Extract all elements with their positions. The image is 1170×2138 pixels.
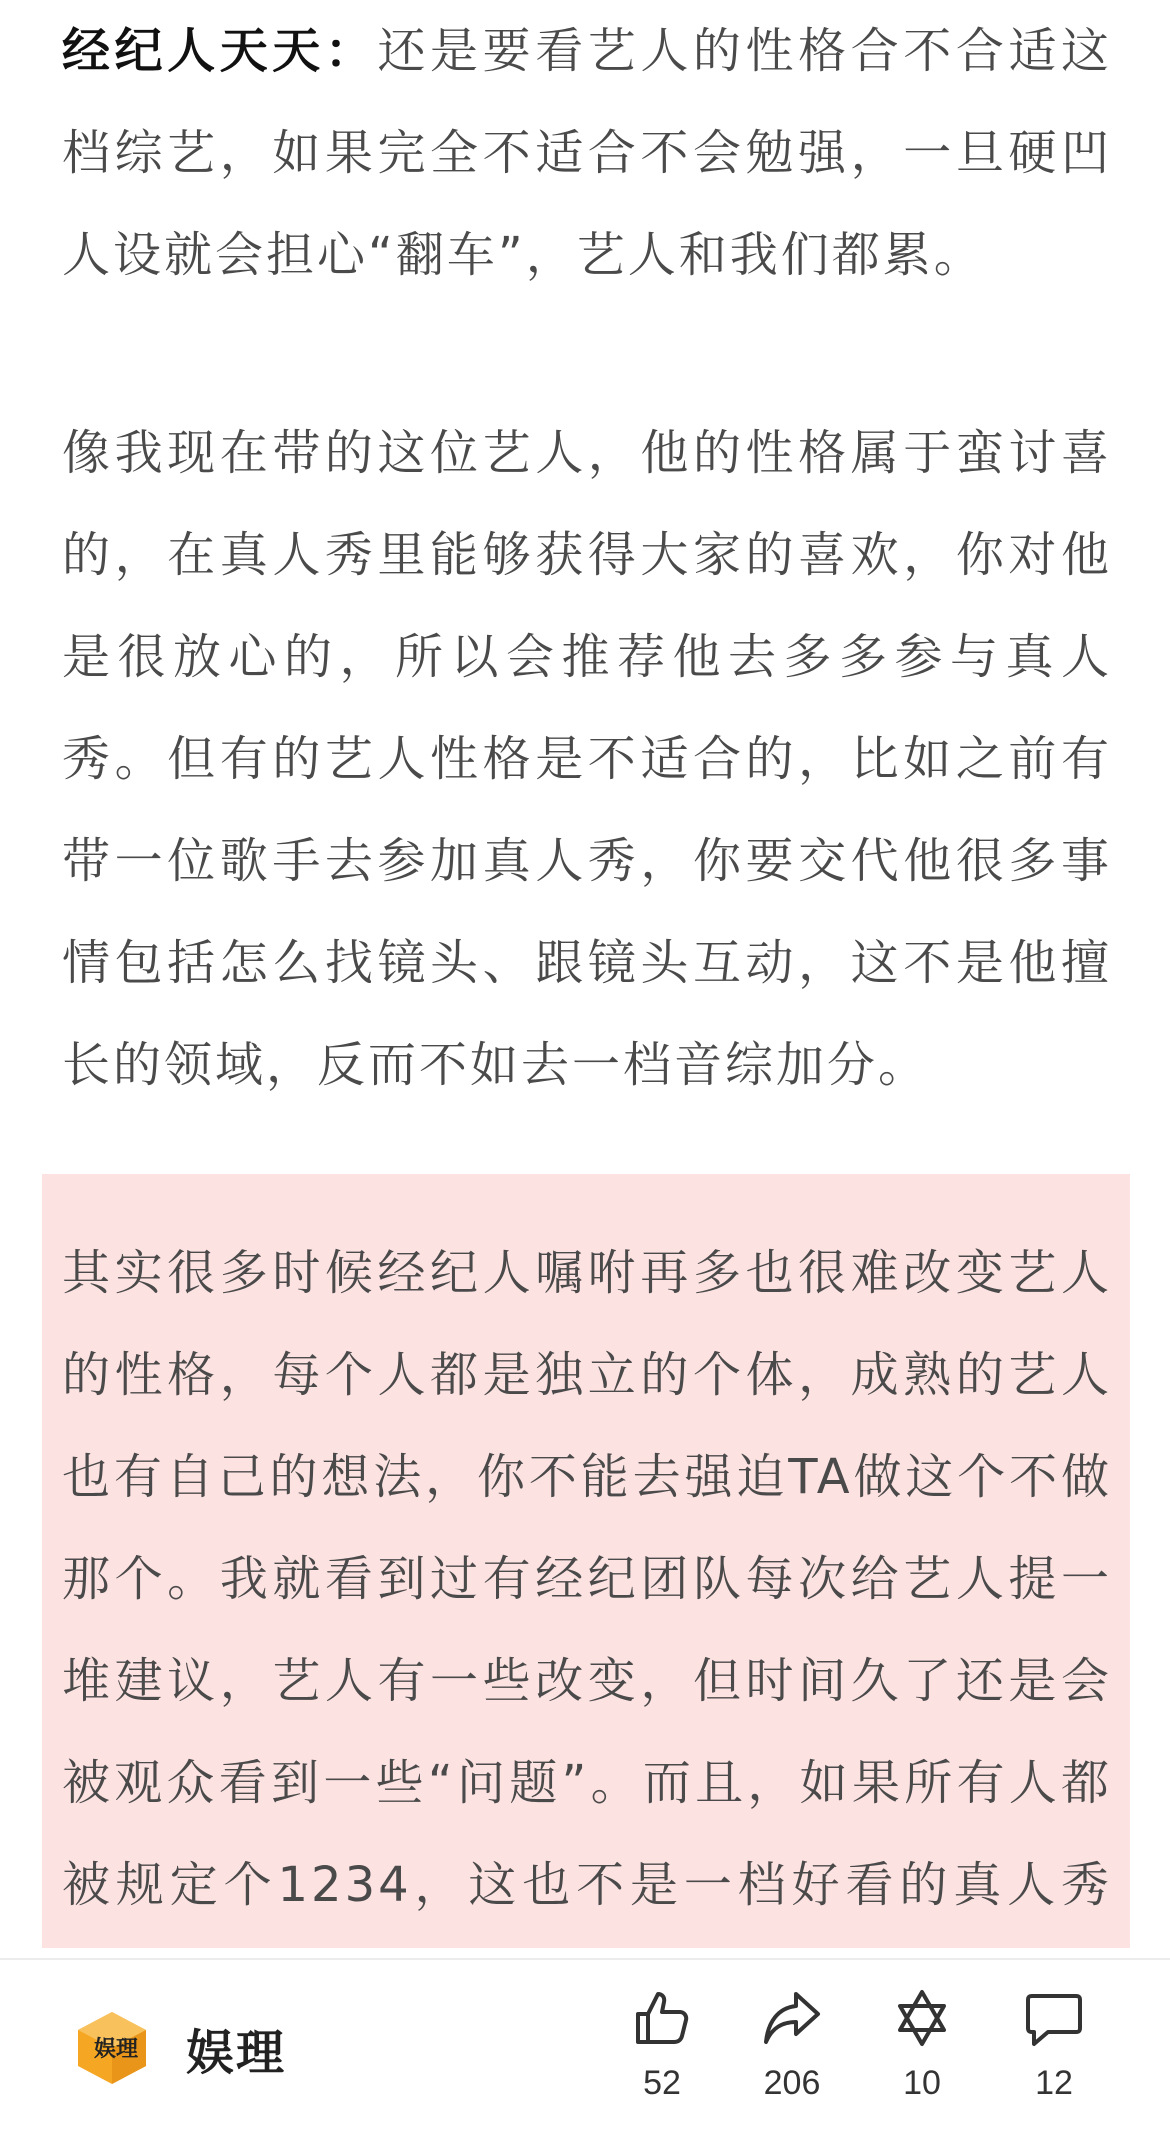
paragraph-speaker-quote	[62, 0, 1112, 306]
highlight-text: 其实很多时候经纪人嘱咐再多也很难改变艺人的性格，每个人都是独立的个体，成熟的艺人也有自己的想法，你不能去强迫TA做这个不做那个。我就看到过有经纪团队每次给艺人提一堆建议，艺人有一些改变，但时间久了还是会被观众看到一些“问题”。而且，如果所有人都被规定个1234，这也不是一档好看的真人秀	[62, 1245, 1112, 1913]
share-count: 206	[763, 2064, 821, 2102]
speaker-name: 经纪人天天：	[62, 23, 378, 79]
speech-bubble-icon	[1024, 1988, 1084, 2048]
share-arrow-icon	[762, 1988, 822, 2048]
comment-count: 12	[1035, 2064, 1073, 2102]
speaker-quote-text: 还是要看艺人的性格合不合适这档综艺，如果完全不适合不会勉强，一旦硬凹人设就会担心“翻车”，艺人和我们都累。	[62, 23, 1112, 283]
brand-logo[interactable]	[74, 2010, 150, 2086]
star-of-david-icon	[892, 1988, 952, 2048]
share-button[interactable]	[732, 1988, 852, 2103]
thumbs-up-icon	[632, 1988, 692, 2048]
bottom-action-bar	[0, 1958, 1170, 2138]
paragraph-body: 像我现在带的这位艺人，他的性格属于蛮讨喜的，在真人秀里能够获得大家的喜欢，你对他是很放心的，所以会推荐他去多多参与真人秀。但有的艺人性格是不适合的，比如之前有带一位歌手去参加真人秀，你要交代他很多事情包括怎么找镜头、跟镜头互动，这不是他擅长的领域，反而不如去一档音综加分。	[62, 425, 1112, 1093]
favorite-button[interactable]	[862, 1988, 982, 2103]
author-brand[interactable]	[74, 2010, 286, 2086]
comment-button[interactable]	[994, 1988, 1114, 2103]
brand-logo-char-1: 娱理	[94, 2037, 139, 2062]
brand-name[interactable]: 娱理	[186, 2024, 287, 2081]
like-button[interactable]	[602, 1988, 722, 2103]
like-count: 52	[643, 2064, 681, 2102]
favorite-count: 10	[903, 2064, 941, 2102]
